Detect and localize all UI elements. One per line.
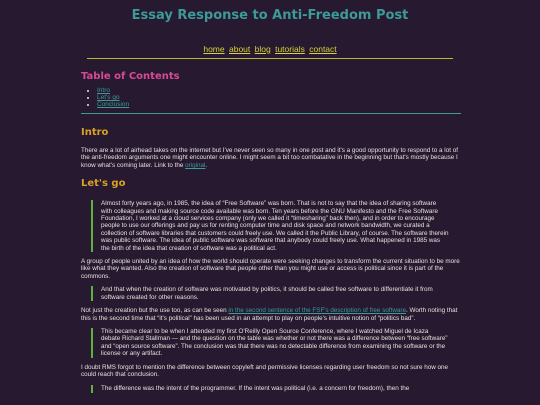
site-title: Essay Response to Anti-Freedom Post bbox=[131, 8, 409, 23]
nav-link-about[interactable]: about bbox=[228, 44, 251, 54]
intro-heading: Intro bbox=[81, 127, 109, 138]
article bbox=[81, 71, 461, 393]
toc-heading: Table of Contents bbox=[81, 71, 180, 82]
toc-item bbox=[97, 87, 461, 94]
toc-link-intro[interactable]: Intro bbox=[97, 87, 111, 94]
toc-list bbox=[81, 87, 461, 108]
original-post-link[interactable]: original bbox=[185, 161, 206, 169]
toc-link-conclusion[interactable]: Conclusion bbox=[97, 101, 130, 108]
response-paragraph bbox=[81, 307, 461, 322]
lets-go-heading: Let's go bbox=[81, 178, 126, 190]
quote-text: Almost forty years ago, in 1985, the idea of “Free Software” was born. That is not to say that the idea of sharing software with colleagues and making source code available was born. Ten years before the GNU Manifesto and the Free Software Foundation, I worked at a cloud services company (only we called it “timesharing” back then), and in order to encourage people to use our offerings and pay us for renting computer time and disk space and network bandwidth, we curated a collection of software libraries that customers could freely use. We called it the Public Library, of course. The software therein was public software. The idea of public software was software that anybody could freely use. What happened in 1985 was the birth of the idea that creation of software was a political act. bbox=[101, 200, 449, 252]
intro-text: There are a lot of airhead takes on the internet but I've never seen so many in one post and it's a good opportunity to respond to a lot of the anti-freedom arguments one might encounter online. I might seem a bit too combatative in the beginning but that's mostly because I know what's coming later. Link to the bbox=[81, 147, 458, 169]
toc-link-lets-go[interactable]: Let's go bbox=[97, 94, 120, 101]
header-divider bbox=[87, 58, 453, 59]
toc-divider bbox=[81, 113, 461, 114]
response-paragraph: A group of people united by an idea of how the world should operate were seeking changes to transform the current situation to be more like what they wanted. Also the creation of software that people other than you might use or access is political since it is part of the commons. bbox=[81, 258, 460, 280]
nav-link-blog[interactable]: blog bbox=[254, 44, 271, 54]
nav-link-home[interactable]: home bbox=[203, 44, 225, 54]
main-nav bbox=[0, 44, 540, 54]
quote-text: And that when the creation of software was motivated by politics, it should be called free software to differentiate it from software created for other reasons. bbox=[101, 286, 433, 301]
response-text-end: . Worth noting that this is the second time that “it's political” has been used in an attempt to play on people's intuitive notion of “politics bad”. bbox=[81, 307, 458, 322]
fsf-description-link[interactable]: in the second sentence of the FSF's description of free software bbox=[228, 307, 406, 315]
quote-text: This became clear to be when I attended my first O'Reilly Open Source Conference, where I watched Miguel de Icaza debate Richard Stallman — and the question on the table was whether or not there was a difference between “free software” and “open source software”. The conclusion was that there was no detectable difference from examining the software or the license or any artifact. bbox=[101, 327, 448, 358]
intro-text-end: . bbox=[205, 161, 208, 169]
toc-item bbox=[97, 94, 461, 101]
quote-block bbox=[91, 200, 449, 252]
quote-text: The difference was the intent of the programmer. If the intent was political (i.e. a concern for freedom), then the bbox=[101, 385, 410, 393]
quote-block bbox=[91, 328, 449, 358]
quote-block bbox=[91, 385, 449, 392]
quote-block bbox=[91, 286, 449, 301]
intro-paragraph bbox=[81, 147, 461, 169]
response-paragraph: I doubt RMS forgot to mention the difference between copyleft and permissive licenses regarding user freedom so not sure how one could reach that conclusion. bbox=[81, 363, 449, 378]
toc-item bbox=[97, 101, 461, 108]
nav-link-contact[interactable]: contact bbox=[309, 44, 337, 54]
nav-link-tutorials[interactable]: tutorials bbox=[275, 44, 305, 54]
response-text: Not just the creation but the use too, as can be seen bbox=[81, 307, 229, 315]
